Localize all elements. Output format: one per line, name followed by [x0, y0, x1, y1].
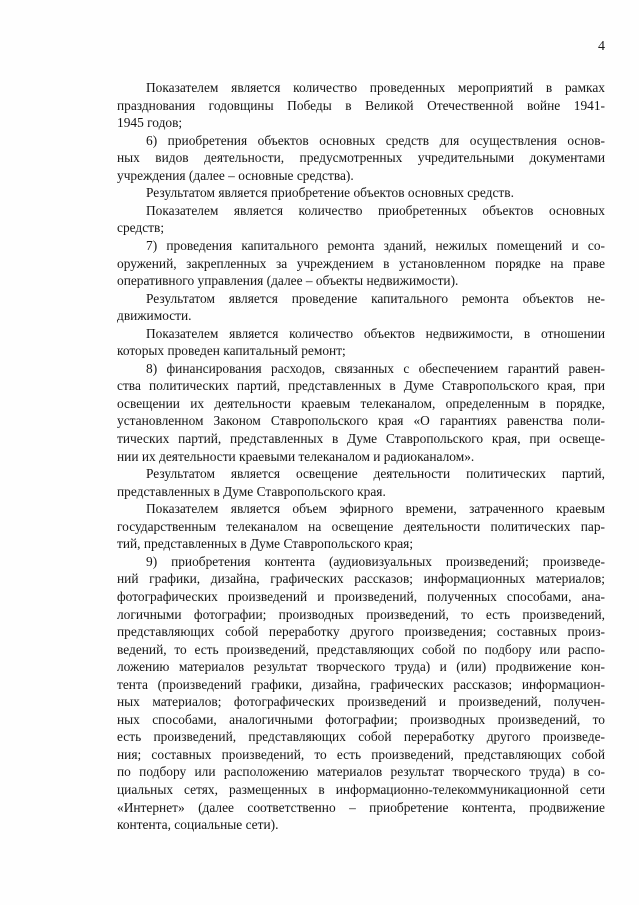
- text-line: ложению материалов результат творческого труда) и (или) продвижение кон-: [117, 659, 605, 675]
- text-line: ных способами, аналогичными фотографии; производных произведений, то: [117, 711, 605, 727]
- text-line: ведений, то есть произведений, представляющих собой по подбору или распо-: [117, 641, 605, 657]
- text-line: 8) финансирования расходов, связанных с обеспечением гарантий равен-: [146, 360, 605, 376]
- text-line: 6) приобретения объектов основных средств для осуществления основ-: [146, 132, 605, 148]
- text-line: есть произведений, представляющих собой переработку другого произведе-: [117, 729, 605, 745]
- text-line: Показателем является количество проведенных мероприятий в рамках: [146, 80, 605, 95]
- text-line: 1945 годов;: [117, 115, 183, 131]
- text-line: Результатом является освещение деятельности политических партий,: [146, 466, 605, 482]
- text-line: Показателем является количество приобретенных объектов основных: [146, 202, 605, 218]
- text-line: контента, социальные сети).: [117, 817, 279, 833]
- text-line: «Интернет» (далее соответственно – приобретение контента, продвижение: [117, 799, 605, 815]
- text-line: которых проведен капитальный ремонт;: [117, 343, 346, 359]
- text-line: оперативного управления (далее – объекты недвижимости).: [117, 273, 459, 289]
- text-line: представленных в Думе Ставропольского края.: [117, 483, 386, 499]
- text-line: 9) приобретения контента (аудиовизуальных произведений; произведе-: [146, 553, 605, 569]
- text-line: фотографических произведений и произведений, полученных способами, ана-: [117, 588, 605, 604]
- text-line: тента (произведений графики, дизайна, графических рассказов; информацион-: [117, 676, 605, 692]
- text-line: средств;: [117, 220, 165, 236]
- text-line: по подбору или расположению материалов результат творческого труда) в со-: [117, 764, 605, 780]
- text-line: нии их деятельности краевыми телеканалом и радиоканалом».: [117, 448, 475, 464]
- text-line: тий, представленных в Думе Ставропольского края;: [117, 536, 414, 552]
- text-line: 7) проведения капитального ремонта зданий, нежилых помещений и со-: [146, 237, 605, 253]
- text-line: ных материалов; фотографических произведений и произведений, получен-: [117, 694, 605, 710]
- text-line: ний графики, дизайна, графических рассказов; информационных материалов;: [117, 571, 605, 587]
- text-line: государственным телеканалом на освещение деятельности политических пар-: [117, 518, 605, 534]
- text-line: движимости.: [117, 308, 192, 324]
- text-line: учреждения (далее – основные средства).: [117, 167, 354, 183]
- text-line: логичными фотографии; производных произведений, то есть произведений,: [117, 606, 605, 622]
- text-line: представляющих собой переработку другого произведения; составных произ-: [117, 624, 605, 640]
- text-line: ния; составных произведений, то есть произведений, представляющих собой: [117, 746, 605, 762]
- text-line: установленном Законом Ставропольского края «О гарантиях равенства поли-: [117, 413, 605, 429]
- text-line: ных видов деятельности, предусмотренных учредительными документами: [117, 150, 605, 166]
- text-line: Результатом является приобретение объектов основных средств.: [146, 185, 514, 201]
- text-line: празднования годовщины Победы в Великой Отечественной войне 1941-: [117, 97, 605, 113]
- text-line: Показателем является количество объектов недвижимости, в отношении: [146, 325, 605, 341]
- text-line: циальных сетях, размещенных в информационно-телекоммуникационной сети: [117, 782, 605, 797]
- text-line: оружений, закрепленных за учреждением в установленном порядке на праве: [117, 255, 605, 271]
- page-number: 4: [598, 39, 605, 54]
- text-line: тических партий, представленных в Думе Ставропольского края, при освеще-: [117, 431, 605, 446]
- text-line: Показателем является объем эфирного времени, затраченного краевым: [146, 501, 605, 517]
- text-line: освещении их деятельности краевым телеканалом, определенным в порядке,: [117, 395, 605, 411]
- text-line: Результатом является проведение капитального ремонта объектов не-: [146, 290, 605, 306]
- text-line: ства политических партий, представленных в Думе Ставропольского края, при: [117, 378, 605, 394]
